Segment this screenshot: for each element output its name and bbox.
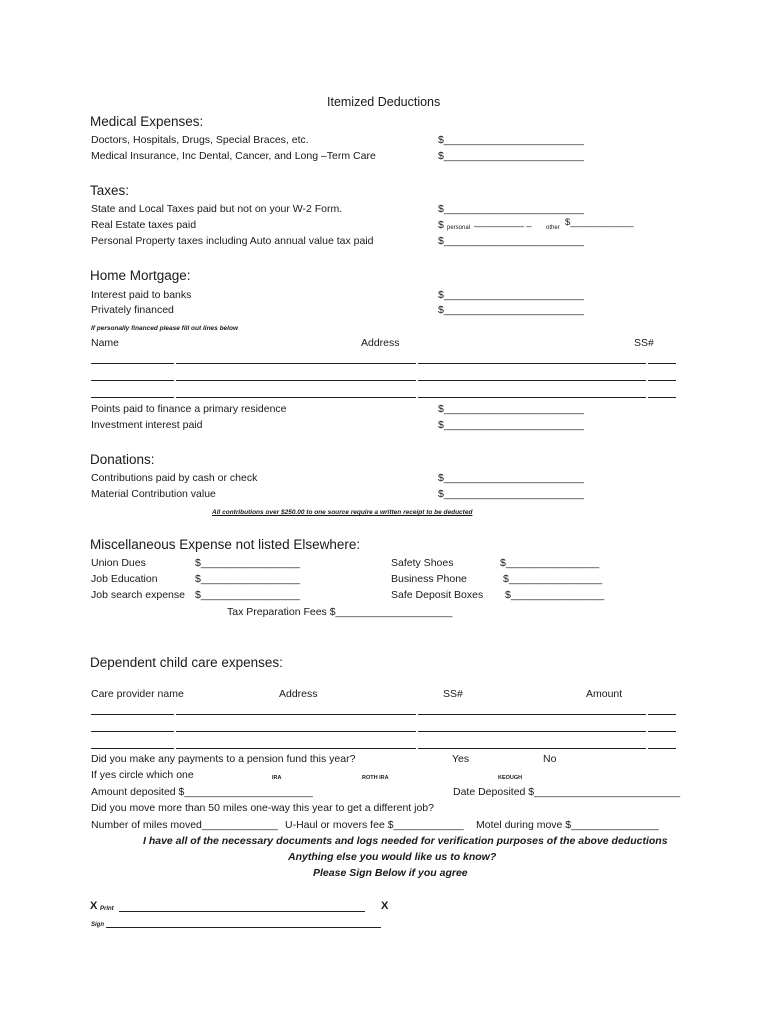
investment-field[interactable]: $________________________ [438, 419, 584, 431]
move-miles-field[interactable]: Number of miles moved_____________ [91, 819, 278, 831]
pension-amount-field[interactable]: Amount deposited $______________________ [91, 786, 313, 798]
misc-field-education[interactable]: $_________________ [195, 573, 301, 585]
pension-question: Did you make any payments to a pension fund this year? [91, 753, 356, 765]
taxes-state-label: State and Local Taxes paid but not on your W-2 Form. [91, 203, 343, 215]
medical-field-1[interactable]: $________________________ [438, 134, 584, 146]
medical-label-2: Medical Insurance, Inc Dental, Cancer, and Long –Term Care [91, 150, 376, 162]
pension-circle-label: If yes circle which one [91, 769, 194, 781]
pension-option-keough[interactable]: KEOUGH [498, 775, 523, 781]
pension-option-ira[interactable]: IRA [272, 775, 282, 781]
sign-label: Sign [91, 922, 104, 928]
misc-field-shoes[interactable]: $________________ [500, 557, 600, 569]
medical-heading: Medical Expenses: [90, 114, 204, 129]
page-title: Itemized Deductions [327, 95, 441, 109]
closing-question: Anything else you would like us to know? [288, 851, 497, 863]
mortgage-label-1: Interest paid to banks [91, 289, 192, 301]
donations-label-2: Material Contribution value [91, 488, 216, 500]
taxes-personal-field[interactable]: __________ _ [474, 217, 532, 227]
signature-x-mark-2: X [381, 900, 389, 912]
misc-label-union: Union Dues [91, 557, 146, 569]
medical-label-1: Doctors, Hospitals, Drugs, Special Braces, etc. [91, 134, 309, 146]
print-line[interactable] [119, 911, 365, 912]
taxes-real-estate-dollar: $ [438, 219, 444, 231]
tax-prep-field[interactable]: Tax Preparation Fees $____________________ [227, 606, 453, 618]
donations-field-2[interactable]: $________________________ [438, 488, 584, 500]
childcare-col-ss: SS# [443, 688, 463, 700]
childcare-col-amount: Amount [586, 688, 623, 700]
taxes-other-label: other [546, 225, 560, 231]
taxes-state-field[interactable]: $________________________ [438, 203, 584, 215]
closing-statement: I have all of the necessary documents and logs needed for verification purposes of the above deductions [143, 835, 668, 847]
misc-field-phone[interactable]: $________________ [503, 573, 603, 585]
pension-date-field[interactable]: Date Deposited $_________________________ [453, 786, 681, 798]
points-field[interactable]: $________________________ [438, 403, 584, 415]
sign-line[interactable] [106, 927, 381, 928]
pension-option-roth[interactable]: ROTH IRA [362, 775, 389, 781]
taxes-real-estate-label: Real Estate taxes paid [91, 219, 197, 231]
taxes-personal-property-field[interactable]: $________________________ [438, 235, 584, 247]
mortgage-field-1[interactable]: $________________________ [438, 289, 584, 301]
mortgage-col-name: Name [91, 337, 120, 349]
misc-label-job-search: Job search expense [91, 589, 185, 601]
donations-label-1: Contributions paid by cash or check [91, 472, 258, 484]
donations-note: All contributions over $250.00 to one source require a written receipt to be deducted [212, 509, 473, 516]
donations-heading: Donations: [90, 452, 155, 467]
donations-field-1[interactable]: $________________________ [438, 472, 584, 484]
misc-label-education: Job Education [91, 573, 158, 585]
print-label: Print [100, 906, 114, 912]
misc-field-job-search[interactable]: $_________________ [195, 589, 301, 601]
move-motel-field[interactable]: Motel during move $_______________ [476, 819, 659, 831]
signature-x-mark: X [90, 900, 98, 912]
childcare-col-address: Address [279, 688, 318, 700]
misc-label-safe-deposit: Safe Deposit Boxes [391, 589, 484, 601]
childcare-col-provider: Care provider name [91, 688, 184, 700]
mortgage-label-2: Privately financed [91, 304, 174, 316]
misc-heading: Miscellaneous Expense not listed Elsewhere: [90, 537, 361, 552]
medical-field-2[interactable]: $________________________ [438, 150, 584, 162]
mortgage-col-ss: SS# [634, 337, 654, 349]
childcare-heading: Dependent child care expenses: [90, 655, 283, 670]
taxes-other-field[interactable]: $____________ [565, 217, 634, 228]
misc-label-shoes: Safety Shoes [391, 557, 454, 569]
points-label: Points paid to finance a primary residence [91, 403, 287, 415]
taxes-personal-property-label: Personal Property taxes including Auto annual value tax paid [91, 235, 374, 247]
taxes-personal-label: personal [447, 225, 471, 231]
mortgage-note: If personally financed please fill out lines below [91, 325, 239, 332]
taxes-heading: Taxes: [90, 183, 130, 198]
misc-field-union[interactable]: $_________________ [195, 557, 301, 569]
mortgage-field-2[interactable]: $________________________ [438, 304, 584, 316]
investment-label: Investment interest paid [91, 419, 203, 431]
mortgage-col-address: Address [361, 337, 400, 349]
closing-sign-prompt: Please Sign Below if you agree [313, 867, 468, 879]
pension-no[interactable]: No [543, 753, 557, 765]
move-uhaul-field[interactable]: U-Haul or movers fee $____________ [285, 819, 464, 831]
pension-yes[interactable]: Yes [452, 753, 470, 765]
misc-field-safe-deposit[interactable]: $________________ [505, 589, 605, 601]
mortgage-heading: Home Mortgage: [90, 268, 191, 283]
move-question: Did you move more than 50 miles one-way this year to get a different job? [91, 802, 434, 814]
misc-label-phone: Business Phone [391, 573, 467, 585]
